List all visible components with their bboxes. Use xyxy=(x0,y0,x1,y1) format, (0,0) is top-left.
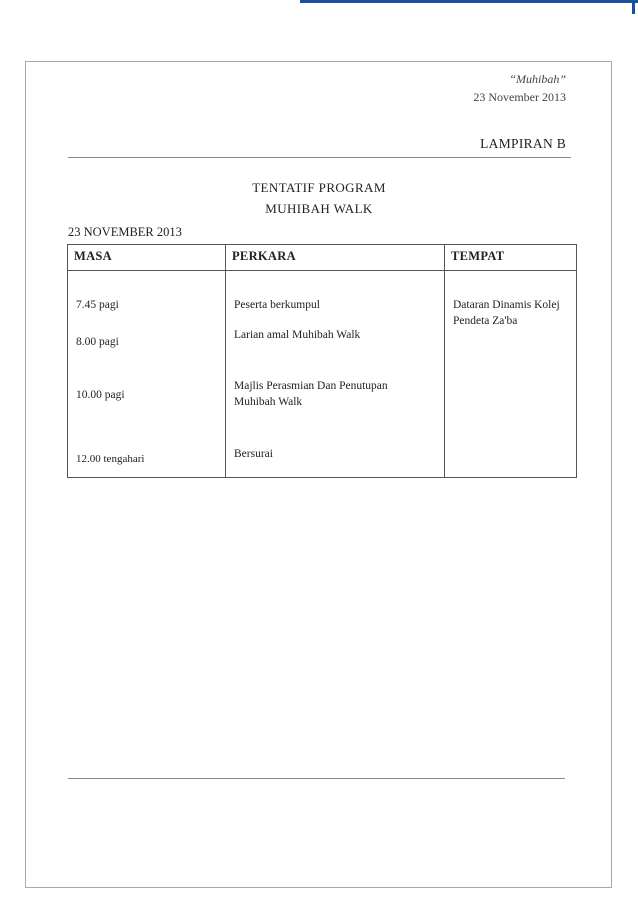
column-header-masa: MASA xyxy=(68,245,226,271)
activity-item: Larian amal Muhibah Walk xyxy=(234,329,361,341)
table-header-row xyxy=(68,245,577,271)
schedule-date: 23 NOVEMBER 2013 xyxy=(68,225,182,239)
document-subtitle: MUHIBAH WALK xyxy=(265,201,373,216)
schedule-table xyxy=(67,244,577,478)
activity-item: Majlis Perasmian Dan Penutupan Muhibah Walk xyxy=(234,380,388,408)
perkara-cell xyxy=(226,271,445,478)
column-header-tempat: TEMPAT xyxy=(445,245,577,271)
activity-item: Peserta berkumpul xyxy=(234,299,320,311)
event-name: “Muhibah” xyxy=(509,72,566,86)
footer-divider xyxy=(68,778,565,779)
scan-edge-line-right xyxy=(632,0,635,14)
column-header-perkara: PERKARA xyxy=(226,245,445,271)
time-item: 10.00 pagi xyxy=(76,389,125,401)
attachment-label: LAMPIRAN B xyxy=(480,136,566,151)
document-title: TENTATIF PROGRAM xyxy=(252,180,386,195)
header-date: 23 November 2013 xyxy=(473,90,566,104)
masa-cell xyxy=(68,271,226,478)
time-item: 8.00 pagi xyxy=(76,336,119,348)
time-item: 7.45 pagi xyxy=(76,299,119,311)
header-divider xyxy=(68,157,571,158)
venue-text: Dataran Dinamis Kolej Pendeta Za'ba xyxy=(453,299,560,327)
activity-item: Bersurai xyxy=(234,448,273,460)
scan-edge-line xyxy=(300,0,638,3)
tempat-cell xyxy=(445,271,577,478)
table-row xyxy=(68,271,577,478)
time-item: 12.00 tengahari xyxy=(76,453,145,465)
